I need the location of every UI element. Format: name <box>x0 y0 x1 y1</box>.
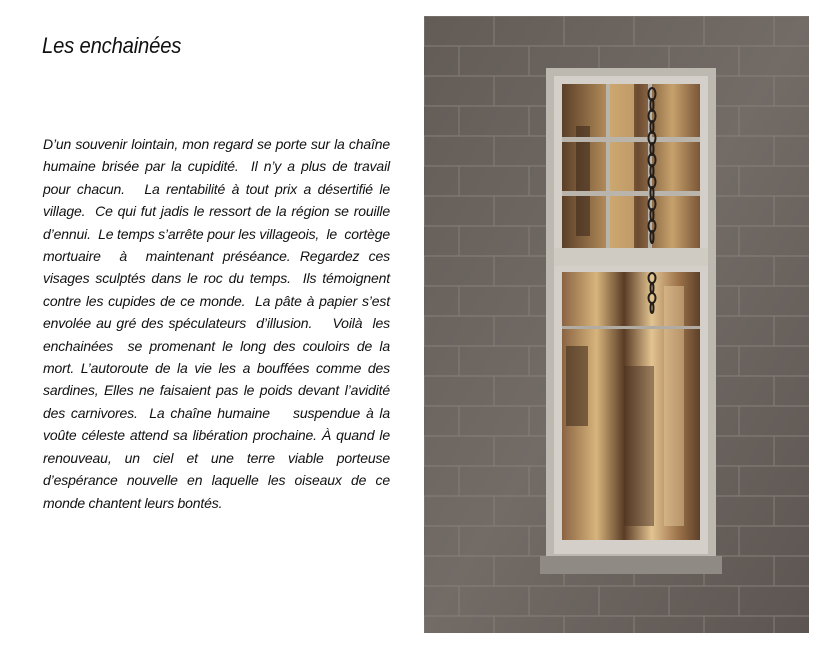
body-paragraph: D’un souvenir lointain, mon regard se porte sur la chaîne humaine brisée par la cupidité. Il n’y a plus de travail pour chacun. La rentabilité à tout prix a désertifié le village. Ce qui fut jadis le ressort de la région se rouille d’ennui. Le temps s’arrête pour les villageois, le cortège mortuaire à maintenant préséance. Regardez ces visages sculptés dans le roc du temps. Ils témoignent contre les cupides de ce monde. La pâte à papier s’est envolée au gré des spéculateurs d’illusion. Voilà les enchainées se promenant le long des couloirs de la mort. L’autoroute de la vie les a bouffées comme des sardines, Elles ne faisaient pas le poids devant l’avidité des carnivores. La chaîne humaine suspendue à la voûte céleste attend sa libération prochaine. À quand le renouveau, un ciel et une terre viable porteuse d’espérance nouvelle en laquelle les oiseaux de ce monde chantent leurs bontés. <box>43 136 397 511</box>
lower-muntin <box>562 326 700 329</box>
window-photo <box>424 16 809 633</box>
window-sill <box>540 556 722 574</box>
meeting-rail <box>554 248 708 266</box>
page-title: Les enchainées <box>42 33 182 58</box>
